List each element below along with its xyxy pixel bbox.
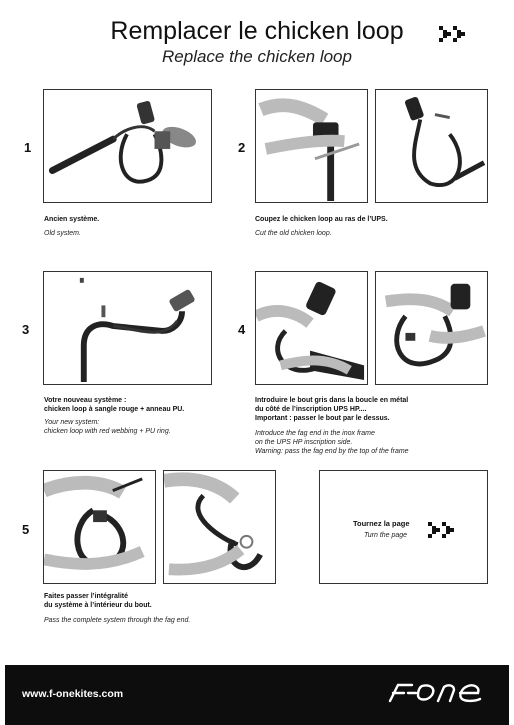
step4-caption-en-2: on the UPS HP inscription side.: [255, 439, 353, 446]
step3-caption-fr-2: chicken loop à sangle rouge + anneau PU.: [44, 406, 185, 413]
step2-caption-en: Cut the old chicken loop.: [255, 230, 332, 237]
step2-caption-fr: Coupez le chicken loop au ras de l’UPS.: [255, 216, 388, 223]
step-number: 5: [22, 522, 30, 537]
step-number: 2: [238, 140, 246, 155]
page-subtitle: Replace the chicken loop: [162, 47, 352, 66]
step4-caption-fr-3: Important : passer le bout par le dessus.: [255, 415, 390, 422]
step5-photo-a: [43, 470, 156, 584]
step5-caption-fr-1: Faites passer l’intégralité: [44, 593, 129, 600]
step2-photo-b: [375, 89, 488, 203]
step4-photo-b: [375, 271, 488, 385]
double-chevron-right-icon: [438, 25, 468, 43]
step1-caption-fr: Ancien système.: [44, 216, 100, 223]
turn-page-label-en: Turn the page: [364, 532, 408, 539]
step3-caption-en-2: chicken loop with red webbing + PU ring.: [44, 428, 171, 435]
step2-photo-a: [255, 89, 368, 203]
fone-logo: [384, 681, 496, 703]
website-link[interactable]: www.f-onekites.com: [22, 688, 124, 700]
step4-caption-fr-1: Introduire le bout gris dans la boucle en métal: [255, 397, 409, 404]
step3-photo: [43, 271, 212, 385]
step3-caption-en-1: Your new system:: [44, 419, 100, 426]
step4-photo-a: [255, 271, 368, 385]
step-number: 4: [238, 322, 246, 337]
step1-caption-en: Old system.: [44, 230, 81, 237]
page-title: Remplacer le chicken loop: [110, 17, 404, 45]
step4-caption-en-1: Introduce the fag end in the inox frame: [255, 430, 375, 437]
step3-caption-fr-1: Votre nouveau système :: [44, 397, 127, 404]
step5-photo-b: [163, 470, 276, 584]
step-number: 1: [24, 140, 32, 155]
step5-caption-en: Pass the complete system through the fag end.: [44, 617, 191, 624]
step-number: 3: [22, 322, 30, 337]
double-chevron-right-icon: [427, 521, 457, 539]
step5-caption-fr-2: du système à l’intérieur du bout.: [44, 602, 152, 609]
turn-page-box[interactable]: [319, 470, 488, 584]
step4-caption-en-3: Warning: pass the fag end by the top of the frame: [255, 448, 409, 455]
step1-photo: [43, 89, 212, 203]
turn-page-label-fr: Tournez la page: [353, 519, 410, 528]
step4-caption-fr-2: du côté de l’inscription UPS HP....: [255, 406, 367, 413]
